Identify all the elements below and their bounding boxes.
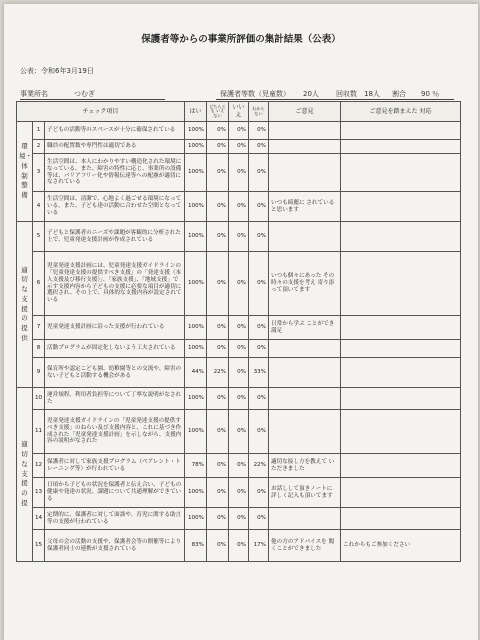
publish-date: 公表：令和6年3月19日 [20, 67, 94, 75]
row-number: 14 [33, 508, 45, 530]
unknown-percent: 0% [249, 154, 269, 192]
response-cell: これからもご参加ください [341, 530, 461, 562]
no-percent: 0% [229, 222, 249, 252]
opinion-cell [269, 340, 341, 358]
no-percent: 0% [229, 192, 249, 222]
yes-percent: 100% [185, 252, 207, 316]
opinion-cell [269, 122, 341, 140]
check-item: 児童発達支援計画に沿った支援が行われている [45, 316, 185, 340]
row-number: 2 [33, 140, 45, 154]
check-item: 保護者に対して家族支援プログラム（ペアレント・トレーニング等）が行われている [45, 454, 185, 478]
check-item: 児童発達支援計画には、児童発達支援ガイドラインの「児童発達支援の提供すべき支援」の「発達支援（本人支援及び移行支援）」、「家族支援」、「地域支援」で示す支援内容から子どもの支援に必要な項目が適切に選択され、その上で、具体的な支援内容が設定されている [45, 252, 185, 316]
response-cell [341, 192, 461, 222]
no-percent: 0% [229, 154, 249, 192]
unknown-percent: 22% [249, 454, 269, 478]
header-no: いいえ [229, 102, 249, 122]
response-cell [341, 140, 461, 154]
table-row [17, 508, 461, 530]
response-cell [341, 508, 461, 530]
yes-percent: 100% [185, 222, 207, 252]
yes-percent: 100% [185, 140, 207, 154]
check-item: 生活空間は、本人にわかりやすい構造化された環境になっている。また、障害の特性に応じ、事業所の設備等は、バリアフリー化や情報伝達等への配慮が適切になされている [45, 154, 185, 192]
check-item: 活動プログラムが固定化しないよう工夫されている [45, 340, 185, 358]
neutral-percent: 0% [207, 192, 229, 222]
facility-label: 事業所名 [20, 90, 48, 98]
no-percent: 0% [229, 410, 249, 454]
rate-value: 90 ％ [421, 90, 440, 98]
unknown-percent: 33% [249, 358, 269, 388]
row-number: 15 [33, 530, 45, 562]
header-yes: はい [185, 102, 207, 122]
header-response: ご意見を踏まえた 対応 [341, 102, 461, 122]
table-row [17, 530, 461, 562]
table-row [17, 410, 461, 454]
row-number: 10 [33, 388, 45, 410]
rate-label: 割合 [392, 90, 406, 98]
document-sheet [4, 4, 478, 640]
table-row [17, 122, 461, 140]
response-cell [341, 316, 461, 340]
neutral-percent: 0% [207, 410, 229, 454]
check-item: 職員の配置数や専門性は適切である [45, 140, 185, 154]
row-number: 12 [33, 454, 45, 478]
check-item: 子どもと保護者のニーズや課題が客観的に分析された上で、児童発達支援計画が作成されている [45, 222, 185, 252]
opinion-cell: いつも綺麗に されていると思います [269, 192, 341, 222]
unknown-percent: 0% [249, 388, 269, 410]
header-item: チェック項目 [17, 102, 185, 122]
facility-name: つむぎ [74, 90, 95, 98]
yes-percent: 100% [185, 316, 207, 340]
yes-percent: 100% [185, 478, 207, 508]
guardian-count-label: 保護者等数（児童数） [220, 90, 290, 98]
no-percent: 0% [229, 478, 249, 508]
row-number: 8 [33, 340, 45, 358]
check-item: 生活空間は、清潔で、心地よく過ごせる環境になっている。また、子ども達の活動に合わせた空間となっている [45, 192, 185, 222]
unknown-percent: 0% [249, 508, 269, 530]
response-count: 18人 [364, 90, 380, 98]
unknown-percent: 0% [249, 192, 269, 222]
category-support-2: 適切な支援の提 [17, 388, 33, 562]
opinion-cell: いつも個々にあった その時々の支援を考え 寄り添って頂いてます [269, 252, 341, 316]
response-cell [341, 358, 461, 388]
neutral-percent: 0% [207, 388, 229, 410]
row-number: 3 [33, 154, 45, 192]
table-row [17, 454, 461, 478]
yes-percent: 100% [185, 192, 207, 222]
neutral-percent: 0% [207, 140, 229, 154]
opinion-cell [269, 222, 341, 252]
opinion-cell: お話しして頂きノートに 詳しく記入も頂いてます [269, 478, 341, 508]
response-cell [341, 454, 461, 478]
table-row [17, 192, 461, 222]
check-item: 子どもの活動等のスペースが十分に確保されている [45, 122, 185, 140]
table-row [17, 358, 461, 388]
neutral-percent: 0% [207, 340, 229, 358]
table-row [17, 252, 461, 316]
row-number: 7 [33, 316, 45, 340]
neutral-percent: 0% [207, 222, 229, 252]
unknown-percent: 0% [249, 410, 269, 454]
check-item: 児童発達支援ガイドラインの「児童発達支援の提供すべき支援」のねらい及び支援内容と、これに基づき作成された「児童発達支援計画」を示しながら、支援内容の説明がなされた [45, 410, 185, 454]
no-percent: 0% [229, 316, 249, 340]
table-row [17, 388, 461, 410]
opinion-cell: 他の方のアドバイスを 聞くことができました [269, 530, 341, 562]
unknown-percent: 0% [249, 478, 269, 508]
no-percent: 0% [229, 508, 249, 530]
category-support: 適切な支援の提供 [17, 222, 33, 388]
no-percent: 0% [229, 140, 249, 154]
opinion-cell [269, 140, 341, 154]
no-percent: 0% [229, 122, 249, 140]
table-row [17, 340, 461, 358]
neutral-percent: 0% [207, 122, 229, 140]
response-cell [341, 478, 461, 508]
neutral-percent: 0% [207, 478, 229, 508]
neutral-percent: 0% [207, 454, 229, 478]
no-percent: 0% [229, 388, 249, 410]
row-number: 9 [33, 358, 45, 388]
evaluation-table [16, 101, 461, 562]
table-row [17, 478, 461, 508]
row-number: 6 [33, 252, 45, 316]
header-unknown: わからない [249, 102, 269, 122]
yes-percent: 100% [185, 340, 207, 358]
opinion-cell [269, 508, 341, 530]
unknown-percent: 0% [249, 252, 269, 316]
table-row [17, 140, 461, 154]
opinion-cell [269, 358, 341, 388]
yes-percent: 100% [185, 410, 207, 454]
check-item: 日頃から子どもの状況を保護者と伝え合い、子どもの健康や発達の状況、課題について共通理解ができている [45, 478, 185, 508]
row-number: 13 [33, 478, 45, 508]
page-title: 保護者等からの事業所評価の集計結果（公表） [141, 34, 341, 45]
table-row [17, 222, 461, 252]
yes-percent: 100% [185, 388, 207, 410]
unknown-percent: 0% [249, 340, 269, 358]
no-percent: 0% [229, 530, 249, 562]
response-cell [341, 154, 461, 192]
row-number: 4 [33, 192, 45, 222]
guardian-count: 20人 [303, 90, 319, 98]
neutral-percent: 0% [207, 530, 229, 562]
opinion-cell: 日常から学ぶ ことができ満足 [269, 316, 341, 340]
facility-field [20, 89, 165, 100]
no-percent: 0% [229, 340, 249, 358]
yes-percent: 78% [185, 454, 207, 478]
response-count-label: 回収数 [336, 90, 357, 98]
neutral-percent: 0% [207, 252, 229, 316]
category-environment: 環境・体制整備 [17, 122, 33, 222]
neutral-percent: 0% [207, 316, 229, 340]
yes-percent: 100% [185, 122, 207, 140]
response-cell [341, 388, 461, 410]
yes-percent: 100% [185, 508, 207, 530]
response-cell [341, 252, 461, 316]
yes-percent: 83% [185, 530, 207, 562]
check-item: 父母の会の活動の支援や、保護者会等の開催等により保護者同士の連携が支援されている [45, 530, 185, 562]
row-number: 11 [33, 410, 45, 454]
header-opinion: ご意見 [269, 102, 341, 122]
response-cell [341, 122, 461, 140]
facility-info [20, 89, 450, 101]
yes-percent: 100% [185, 154, 207, 192]
check-item: 保育所や認定こども園、幼稚園等との交流や、障害のない子どもと活動する機会がある [45, 358, 185, 388]
unknown-percent: 17% [249, 530, 269, 562]
table-row [17, 316, 461, 340]
response-cell [341, 222, 461, 252]
table-header-row [17, 102, 461, 122]
table-row [17, 154, 461, 192]
opinion-cell [269, 388, 341, 410]
check-item: 運営規程、利用者負担等について丁寧な説明がなされた [45, 388, 185, 410]
neutral-percent: 22% [207, 358, 229, 388]
no-percent: 0% [229, 358, 249, 388]
check-item: 定期的に、保護者に対して面談や、育児に関する助言等の支援が行われている [45, 508, 185, 530]
neutral-percent: 0% [207, 508, 229, 530]
no-percent: 0% [229, 454, 249, 478]
response-cell [341, 410, 461, 454]
opinion-cell: 適切な接し方を教えて いただきました [269, 454, 341, 478]
response-cell [341, 340, 461, 358]
unknown-percent: 0% [249, 316, 269, 340]
opinion-cell [269, 410, 341, 454]
no-percent: 0% [229, 252, 249, 316]
row-number: 1 [33, 122, 45, 140]
unknown-percent: 0% [249, 222, 269, 252]
yes-percent: 44% [185, 358, 207, 388]
unknown-percent: 0% [249, 140, 269, 154]
opinion-cell [269, 154, 341, 192]
header-neutral: どちらとも いえない [207, 102, 229, 122]
neutral-percent: 0% [207, 154, 229, 192]
unknown-percent: 0% [249, 122, 269, 140]
row-number: 5 [33, 222, 45, 252]
